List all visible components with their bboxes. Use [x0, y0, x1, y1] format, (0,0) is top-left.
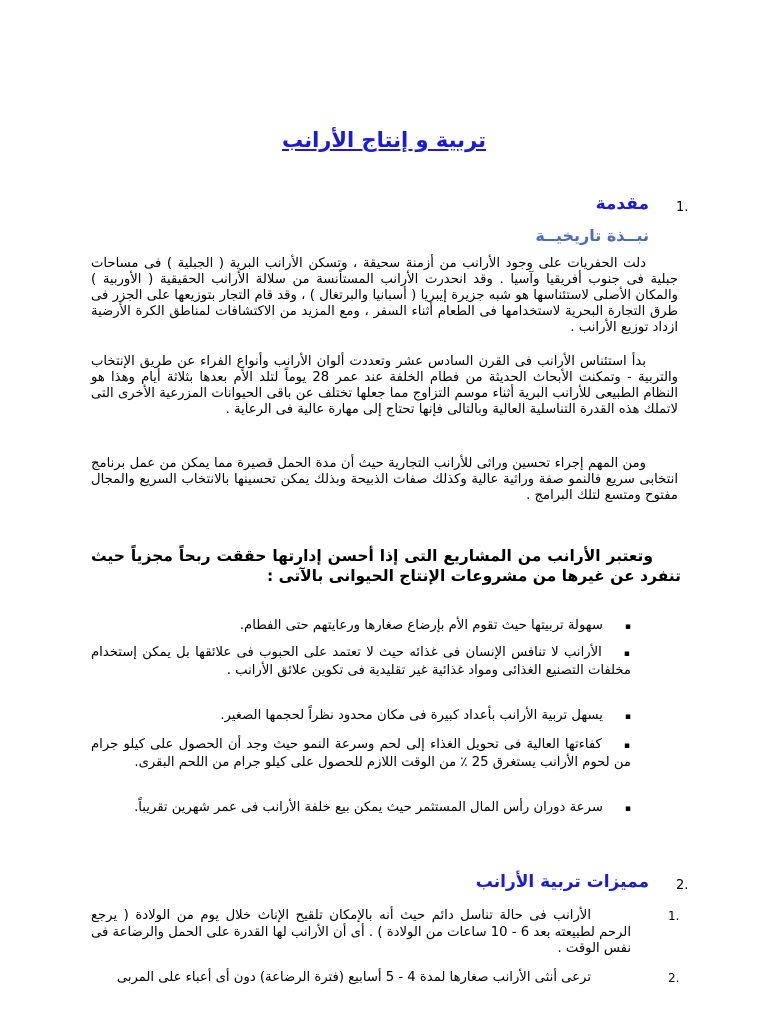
item-number: 1. [668, 909, 680, 923]
paragraph: بدأ استئناس الأرانب فى القرن السادس عشر وتعددت ألوان الأرانب وأنواع الفراء عن طريق الإنتخاب والتربية - وتمكنت الأبحاث الحديثة من فطام الخلفة عند عمر 28 يوماً لتلد الأم بعدها بثلاثة أيام وهذا هو النظام الطبيعى للأرانب البرية أثناء موسم التزاوج مما جعلها تختلف عن باقى الحيوانات المزرعية الأخرى التى لاتملك هذه القدرة التناسلية العالية وبالتالى فإنها تحتاج إلى مهارة عالية فى الرعاية . [91, 354, 678, 417]
section-heading: مقدمة [595, 194, 649, 214]
bullet-icon: ▪ [623, 649, 631, 659]
list-item-text: كفاءتها العالية فى تحويل الغذاء إلى لحم وسرعة النمو حيث وجد أن الحصول على كيلو جرام من لحوم الأرانب يستغرق 25 ٪ من الوقت اللازم للحصول على كيلو جرام من اللحم البقرى. [91, 737, 631, 770]
section-heading: مميزات تربية الأرانب [475, 872, 649, 892]
list-item-text: سهولة تربيتها حيث تقوم الأم بإرضاع صغارها ورعايتهم حتى الفطام. [239, 618, 603, 633]
numbered-item [91, 908, 680, 958]
section-number: 2. [676, 878, 689, 893]
paragraph: دلت الحفريات على وجود الأرانب من أزمنة سحيقة ، وتسكن الأرانب البرية ( الجبلية ) فى مساحات جبلية فى جنوب أفريقيا وآسيا . وقد انحدرت الأرانب المستأنسة من سلالة الأرانب الحقيقية ( الأوربية ) والمكان الأصلى لاستئناسها هو شبه جزيرة إيبريا ( أسبانيا والبرتغال ) ، وقد قام التجار بتوزيعها على الجزر فى طرق التجارة البحرية لاستخدامها فى الطعام أثناء السفر ، ومع المزيد من الاكتشافات لمناطق الكرة الأرضية ازداد توزيع الأرانب . [91, 256, 678, 335]
list-item [91, 800, 631, 818]
page-title: تربية و إنتاج الأرانب [281, 128, 487, 152]
list-item-text: الأرانب لا تنافس الإنسان فى غذائه حيث لا تعتمد على الحبوب فى علائقها بل يمكن إستخدام مخلفات التصنيع الغذائى ومواد غذائية غير تقليدية فى تكوين علائق الأرانب . [91, 645, 631, 678]
list-item-text: يسهل تربية الأرانب بأعداد كبيرة فى مكان محدود نظراً لحجمها الصغير. [220, 708, 603, 723]
bullet-icon: ▪ [624, 804, 631, 814]
numbered-item-text: ترعى أنثى الأرانب صغارها لمدة 4 - 5 أسابيع (فترة الرضاعة) دون أى أعباء على المربى [116, 970, 591, 985]
section-number: 1. [676, 200, 689, 215]
numbered-item-text: الأرانب فى حالة تناسل دائم حيث أنه بالإمكان تلقيح الإناث خلال يوم من الولادة ( يرجع الرحم لطبيعته بعد 6 - 10 ساعات من الولادة ) . أى أن الأرانب لها القدرة على الحمل والرضاعة فى نفس الوقت . [91, 908, 631, 956]
list-item-text: سرعة دوران رأس المال المستثمر حيث يمكن بيع خلفة الأرانب فى عمر شهرين تقريباً. [134, 800, 603, 815]
paragraph: ومن المهم إجراء تحسين وراثى للأرانب التجارية حيث أن مدة الحمل قصيرة مما يمكن من عمل برنامج انتخابى سريع فالنمو صفة وراثية عالية وكذلك صفات الذبيحة وبذلك يمكن تحسينها بالانتخاب السريع والمجال مفتوح ومتسع لتلك البرامج . [91, 456, 678, 503]
numbered-item [91, 970, 680, 987]
list-item [91, 645, 631, 679]
bullet-icon: ▪ [624, 622, 631, 632]
bullet-icon: ▪ [624, 712, 631, 722]
section-subheading: نبــذة تاريخيــة [535, 226, 649, 245]
list-item [91, 708, 631, 726]
bullet-icon: ▪ [623, 741, 631, 751]
lead-statement: وتعتبر الأرانب من المشاريع التى إذا أحسن إدارتها حققت ربحاً مجزياً حيث تنفرد عن غيرها من مشروعات الإنتاج الحيوانى بالآتى : [91, 547, 681, 585]
list-item [91, 618, 631, 636]
item-number: 2. [668, 971, 680, 985]
list-item [91, 737, 631, 771]
